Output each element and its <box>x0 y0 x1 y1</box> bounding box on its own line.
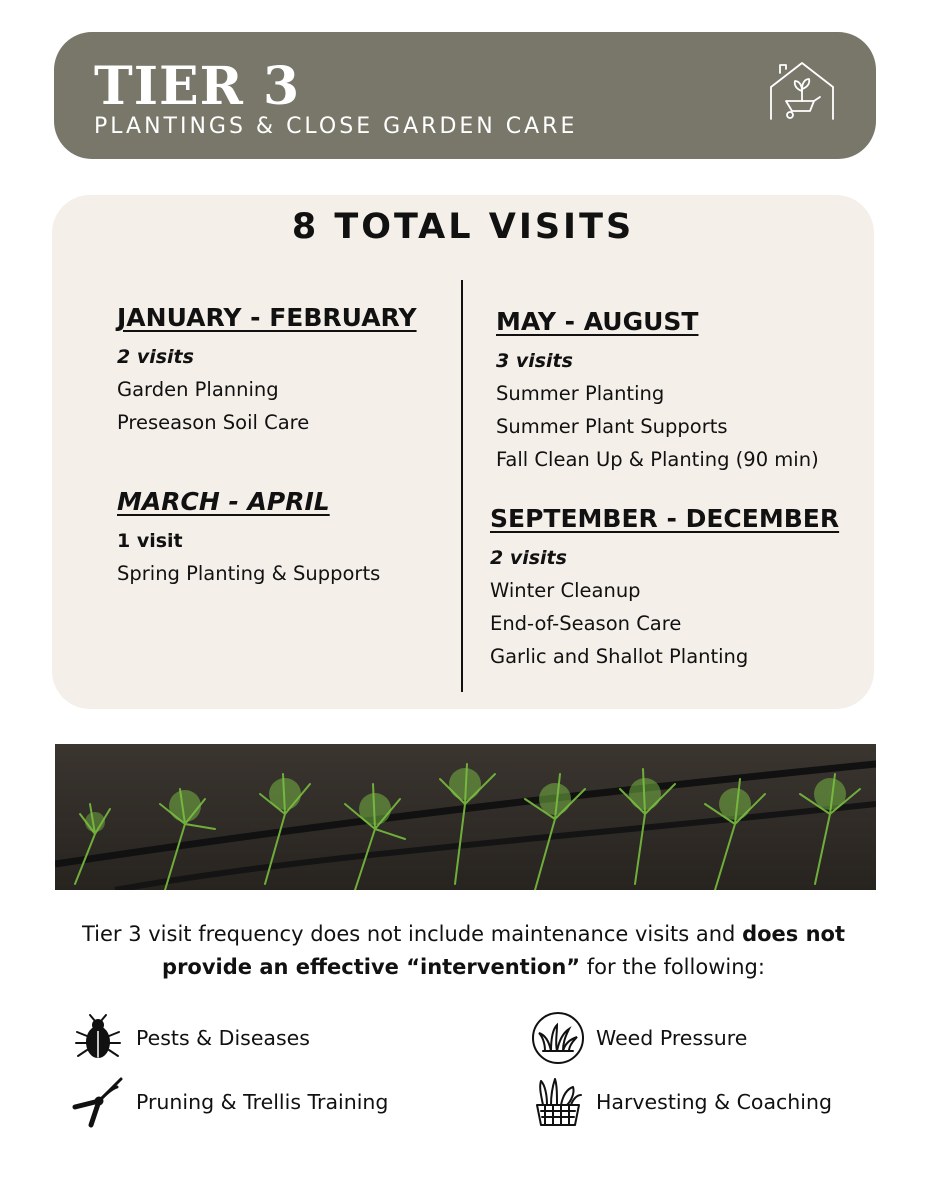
carrot-seedlings-photo <box>55 744 876 890</box>
service-item: Fall Clean Up & Planting (90 min) <box>496 448 819 471</box>
service-item: End-of-Season Care <box>490 612 682 635</box>
service-item: Preseason Soil Care <box>117 411 310 434</box>
exclusion-label: Pruning & Trellis Training <box>136 1090 389 1114</box>
exclusion-item <box>70 1074 388 1130</box>
section-heading: MARCH - APRIL <box>117 487 330 516</box>
visit-count: 2 visits <box>490 547 567 569</box>
service-item: Garden Planning <box>117 378 279 401</box>
section-heading: SEPTEMBER - DECEMBER <box>490 504 840 533</box>
pruning-shears-icon <box>70 1074 126 1130</box>
weed-icon <box>530 1010 586 1066</box>
note-text: Tier 3 visit frequency does not include maintenance visits and <box>81 922 743 946</box>
note-emphasis: does not provide an effective “intervention” <box>162 922 846 979</box>
section-jan-feb <box>117 303 417 434</box>
service-item: Garlic and Shallot Planting <box>490 645 749 668</box>
exclusion-label: Harvesting & Coaching <box>596 1090 832 1114</box>
visit-count: 1 visit <box>117 530 183 552</box>
tier-header <box>54 32 876 159</box>
exclusion-item <box>530 1074 832 1130</box>
beetle-icon <box>70 1010 126 1066</box>
exclusion-label: Pests & Diseases <box>136 1026 310 1050</box>
service-item: Summer Planting <box>496 382 665 405</box>
column-divider <box>461 280 463 692</box>
harvest-basket-icon <box>530 1074 586 1130</box>
tier-subtitle: PLANTINGS & CLOSE GARDEN CARE <box>94 114 578 139</box>
service-item: Winter Cleanup <box>490 579 641 602</box>
exclusion-item <box>70 1010 310 1066</box>
exclusion-item <box>530 1010 747 1066</box>
exclusion-label: Weed Pressure <box>596 1026 748 1050</box>
exclusion-note <box>40 918 887 984</box>
note-text-end: for the following: <box>580 955 765 979</box>
tier-title: TIER 3 <box>94 56 301 117</box>
visit-count: 3 visits <box>496 350 573 372</box>
section-may-aug <box>496 307 819 471</box>
visit-count: 2 visits <box>117 346 194 368</box>
visits-card <box>52 195 874 709</box>
section-sep-dec <box>490 504 839 668</box>
service-item: Spring Planting & Supports <box>117 562 381 585</box>
house-wheelbarrow-icon <box>768 59 836 123</box>
total-visits: 8 TOTAL VISITS <box>291 207 635 247</box>
section-mar-apr <box>117 487 380 585</box>
service-item: Summer Plant Supports <box>496 415 728 438</box>
section-heading: JANUARY - FEBRUARY <box>117 303 417 332</box>
section-heading: MAY - AUGUST <box>496 307 699 336</box>
